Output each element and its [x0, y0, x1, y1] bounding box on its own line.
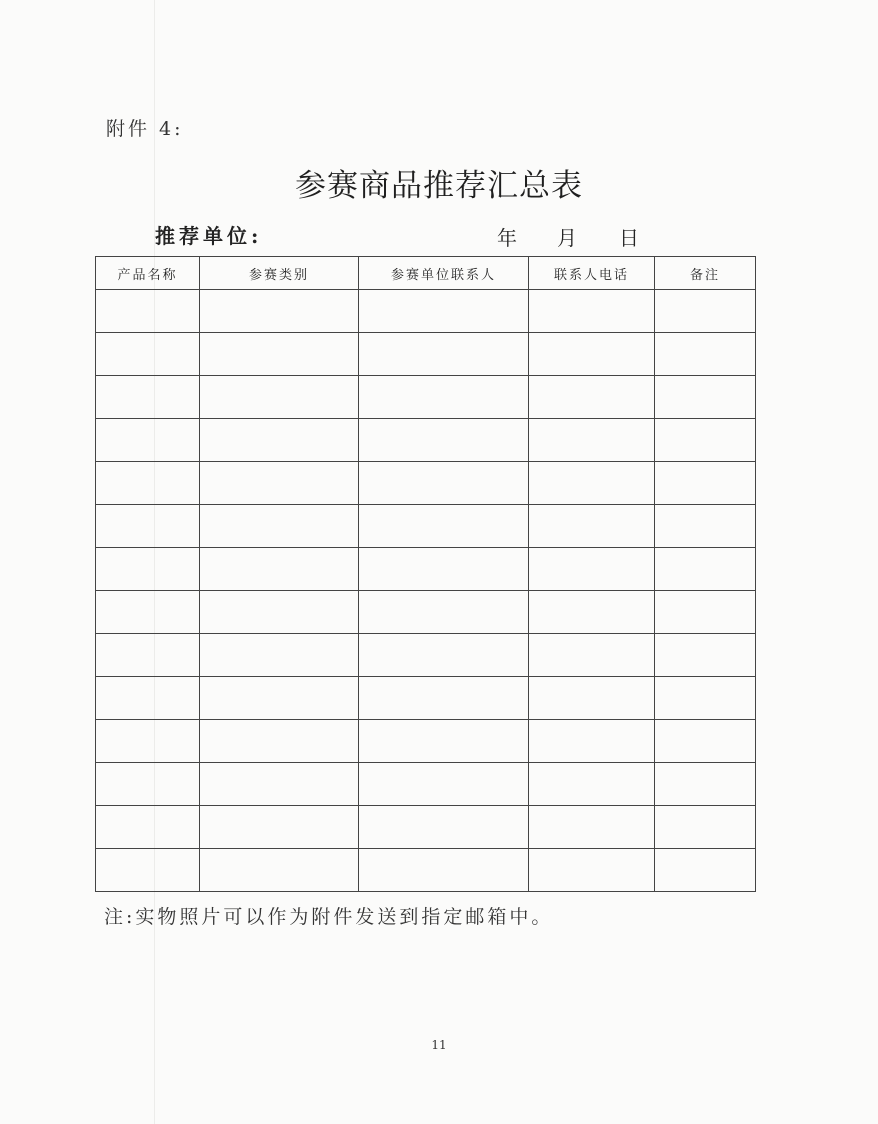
- table-cell: [200, 505, 359, 548]
- table-cell: [655, 333, 756, 376]
- table-cell: [655, 419, 756, 462]
- table-cell: [359, 290, 529, 333]
- table-cell: [96, 677, 200, 720]
- table-cell: [200, 720, 359, 763]
- table-cell: [529, 462, 655, 505]
- table-cell: [529, 806, 655, 849]
- column-header-product-name: 产品名称: [96, 257, 200, 290]
- table-cell: [96, 591, 200, 634]
- table-row: [96, 376, 756, 419]
- table-cell: [655, 677, 756, 720]
- table-cell: [200, 677, 359, 720]
- table-cell: [96, 290, 200, 333]
- table-cell: [200, 462, 359, 505]
- year-label: 年: [497, 226, 517, 250]
- table-cell: [529, 763, 655, 806]
- table-cell: [96, 634, 200, 677]
- column-header-remarks: 备注: [655, 257, 756, 290]
- table-cell: [529, 290, 655, 333]
- table-cell: [529, 677, 655, 720]
- table-body: [96, 290, 756, 892]
- table-cell: [96, 419, 200, 462]
- table-cell: [200, 290, 359, 333]
- table-cell: [96, 462, 200, 505]
- table-header-row: [96, 257, 756, 290]
- table-cell: [359, 806, 529, 849]
- table-cell: [96, 720, 200, 763]
- table-row: [96, 720, 756, 763]
- table-cell: [529, 849, 655, 892]
- table-cell: [655, 376, 756, 419]
- recommending-unit-label: 推荐单位:: [155, 224, 263, 248]
- table-cell: [655, 591, 756, 634]
- table-cell: [96, 806, 200, 849]
- table-cell: [200, 376, 359, 419]
- table-cell: [655, 548, 756, 591]
- table-cell: [96, 548, 200, 591]
- table-cell: [529, 591, 655, 634]
- table-cell: [200, 849, 359, 892]
- table-row: [96, 763, 756, 806]
- day-label: 日: [619, 226, 639, 250]
- table-cell: [655, 290, 756, 333]
- page-title: 参赛商品推荐汇总表: [295, 168, 583, 204]
- table-cell: [200, 548, 359, 591]
- table-cell: [359, 849, 529, 892]
- table-cell: [655, 720, 756, 763]
- table-cell: [529, 720, 655, 763]
- table-cell: [655, 462, 756, 505]
- table-row: [96, 548, 756, 591]
- table-cell: [359, 333, 529, 376]
- table-cell: [359, 634, 529, 677]
- table-row: [96, 290, 756, 333]
- table-cell: [200, 333, 359, 376]
- table-cell: [359, 720, 529, 763]
- table-cell: [359, 419, 529, 462]
- table-cell: [359, 376, 529, 419]
- table-cell: [359, 591, 529, 634]
- table-cell: [96, 376, 200, 419]
- table-cell: [96, 333, 200, 376]
- summary-table: [95, 256, 756, 892]
- table-cell: [655, 806, 756, 849]
- table-cell: [200, 591, 359, 634]
- table-cell: [359, 677, 529, 720]
- table-cell: [200, 634, 359, 677]
- table-cell: [200, 419, 359, 462]
- month-label: 月: [557, 226, 577, 250]
- table-row: [96, 591, 756, 634]
- table-cell: [529, 505, 655, 548]
- table-row: [96, 333, 756, 376]
- table-cell: [655, 763, 756, 806]
- table-cell: [529, 376, 655, 419]
- table-cell: [359, 763, 529, 806]
- footnote: 注:实物照片可以作为附件发送到指定邮箱中。: [104, 906, 554, 928]
- table-cell: [96, 505, 200, 548]
- table-row: [96, 849, 756, 892]
- page-number: 11: [431, 1038, 447, 1052]
- table-cell: [529, 634, 655, 677]
- column-header-category: 参赛类别: [200, 257, 359, 290]
- table-cell: [359, 548, 529, 591]
- table-cell: [529, 333, 655, 376]
- table-cell: [529, 548, 655, 591]
- table-cell: [655, 849, 756, 892]
- table-cell: [655, 634, 756, 677]
- attachment-label: 附件 4:: [106, 118, 184, 140]
- table-cell: [96, 763, 200, 806]
- table-row: [96, 677, 756, 720]
- table-row: [96, 806, 756, 849]
- table-row: [96, 462, 756, 505]
- table-cell: [359, 462, 529, 505]
- table-row: [96, 419, 756, 462]
- table-row: [96, 634, 756, 677]
- table-cell: [359, 505, 529, 548]
- table-cell: [655, 505, 756, 548]
- column-header-contact-phone: 联系人电话: [529, 257, 655, 290]
- column-header-contact-person: 参赛单位联系人: [359, 257, 529, 290]
- table-cell: [529, 419, 655, 462]
- table-cell: [96, 849, 200, 892]
- table-row: [96, 505, 756, 548]
- table-cell: [200, 763, 359, 806]
- table-cell: [200, 806, 359, 849]
